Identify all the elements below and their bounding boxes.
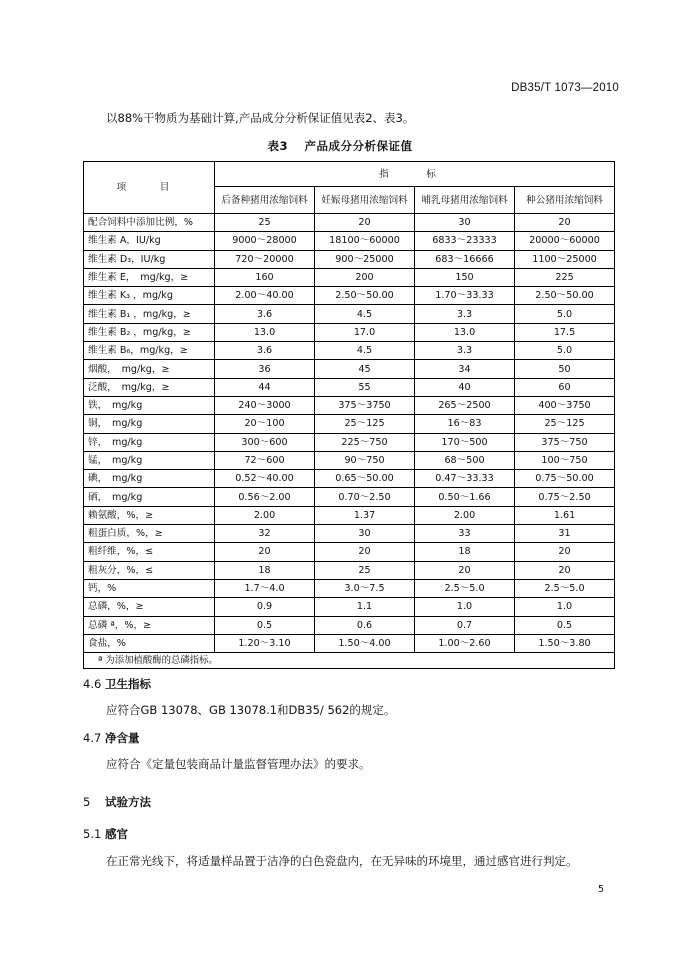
row-value-cell: 60 [515,378,615,396]
row-value-cell: 300～600 [215,433,315,451]
row-value-cell: 160 [215,268,315,286]
row-value-cell: 0.52～40.00 [215,470,315,488]
row-value-cell: 25 [215,214,315,232]
row-value-cell: 1.7～4.0 [215,579,315,597]
row-value-cell: 400～3750 [515,396,615,414]
row-value-cell: 31 [515,525,615,543]
table-row [84,451,615,469]
header-col-lactating-sow: 哺乳母猪用浓缩饲料 [415,187,515,214]
row-value-cell: 5.0 [515,305,615,323]
row-value-cell: 265～2500 [415,396,515,414]
table-row [84,323,615,341]
table-row [84,634,615,652]
section-number: 5 [83,795,91,809]
row-item-label: 维生素 B₁ ，mg/kg，≥ [84,305,215,323]
row-value-cell: 0.6 [315,616,415,634]
table-row [84,342,615,360]
row-value-cell: 68～500 [415,451,515,469]
row-value-cell: 30 [315,525,415,543]
table-row [84,433,615,451]
row-value-cell: 150 [415,268,515,286]
row-value-cell: 13.0 [215,323,315,341]
row-item-label: 钙，% [84,579,215,597]
row-item-label: 铜， mg/kg [84,415,215,433]
row-value-cell: 20 [215,543,315,561]
row-item-label: 粗蛋白质，%，≥ [84,525,215,543]
row-value-cell: 0.47～33.33 [415,470,515,488]
table-title: 表3 产品成分分析保证值 [267,139,413,153]
row-item-label: 赖氨酸，%，≥ [84,506,215,524]
section-4-7-heading [83,730,140,746]
table-row [84,214,615,232]
row-value-cell: 20～100 [215,415,315,433]
row-value-cell: 32 [215,525,315,543]
row-value-cell: 9000～28000 [215,232,315,250]
product-analysis-table-container [83,161,614,669]
row-value-cell: 3.3 [415,305,515,323]
row-value-cell: 20000～60000 [515,232,615,250]
row-value-cell: 20 [515,214,615,232]
row-item-label: 烟酸， mg/kg，≥ [84,360,215,378]
row-value-cell: 25～125 [515,415,615,433]
row-value-cell: 0.65～50.00 [315,470,415,488]
section-number: 4.7 [83,731,102,745]
row-value-cell: 20 [315,543,415,561]
header-col-reserve-pig: 后备种猪用浓缩饲料 [215,187,315,214]
row-value-cell: 0.5 [215,616,315,634]
row-value-cell: 2.5～5.0 [515,579,615,597]
row-value-cell: 18 [415,543,515,561]
row-value-cell: 1.61 [515,506,615,524]
row-item-label: 碘， mg/kg [84,470,215,488]
row-value-cell: 0.75～50.00 [515,470,615,488]
intro-paragraph: 以88%干物质为基础计算,产品成分分析保证值见表2、表3。 [106,111,415,125]
row-value-cell: 1.00～2.60 [415,634,515,652]
row-value-cell: 375～750 [515,433,615,451]
section-5-1-heading [83,826,128,842]
row-value-cell: 225 [515,268,615,286]
table-row [84,396,615,414]
row-value-cell: 2.00～40.00 [215,287,315,305]
row-value-cell: 30 [415,214,515,232]
row-value-cell: 25～125 [315,415,415,433]
row-value-cell: 170～500 [415,433,515,451]
section-title: 净含量 [105,731,140,745]
row-value-cell: 225～750 [315,433,415,451]
section-title: 感官 [105,827,128,841]
row-item-label: 维生素 B₆，mg/kg，≥ [84,342,215,360]
row-value-cell: 36 [215,360,315,378]
row-value-cell: 0.70～2.50 [315,488,415,506]
row-value-cell: 200 [315,268,415,286]
row-value-cell: 240～3000 [215,396,315,414]
document-code: DB35/T 1073—2010 [511,82,619,94]
row-value-cell: 1.50～4.00 [315,634,415,652]
row-value-cell: 1.50～3.80 [515,634,615,652]
row-value-cell: 2.00 [215,506,315,524]
row-item-label: 维生素 A，IU/kg [84,232,215,250]
row-value-cell: 1.1 [315,598,415,616]
row-value-cell: 17.5 [515,323,615,341]
row-value-cell: 33 [415,525,515,543]
row-value-cell: 3.6 [215,342,315,360]
row-value-cell: 4.5 [315,305,415,323]
row-value-cell: 3.6 [215,305,315,323]
table-row [84,378,615,396]
row-value-cell: 1.37 [315,506,415,524]
row-value-cell: 25 [315,561,415,579]
row-item-label: 粗灰分，%，≤ [84,561,215,579]
row-value-cell: 17.0 [315,323,415,341]
section-5-1-text: 在正常光线下，将适量样品置于洁净的白色瓷盘内，在无异味的环境里，通过感官进行判定。 [106,854,578,868]
table-row [84,250,615,268]
row-value-cell: 900～25000 [315,250,415,268]
row-value-cell: 1.70～33.33 [415,287,515,305]
row-item-label: 食盐，% [84,634,215,652]
header-item: 项 目 [84,162,215,214]
row-value-cell: 3.3 [415,342,515,360]
row-value-cell: 0.5 [515,616,615,634]
table-row [84,543,615,561]
row-value-cell: 0.75～2.50 [515,488,615,506]
table-row [84,415,615,433]
row-value-cell: 2.50～50.00 [315,287,415,305]
section-5-heading [83,794,151,810]
row-value-cell: 0.9 [215,598,315,616]
row-value-cell: 34 [415,360,515,378]
header-col-boar: 种公猪用浓缩饲料 [515,187,615,214]
row-item-label: 维生素 B₂ ，mg/kg，≥ [84,323,215,341]
row-value-cell: 1.20～3.10 [215,634,315,652]
row-value-cell: 13.0 [415,323,515,341]
row-value-cell: 20 [515,543,615,561]
row-value-cell: 16～83 [415,415,515,433]
section-4-7-text: 应符合《定量包装商品计量监督管理办法》的要求。 [106,757,371,771]
row-value-cell: 2.00 [415,506,515,524]
header-col-pregnant-sow: 妊娠母猪用浓缩饲料 [315,187,415,214]
row-value-cell: 100～750 [515,451,615,469]
row-item-label: 配合饲料中添加比例，% [84,214,215,232]
row-value-cell: 0.7 [415,616,515,634]
row-item-label: 锰， mg/kg [84,451,215,469]
row-value-cell: 20 [315,214,415,232]
row-value-cell: 72～600 [215,451,315,469]
table-row [84,488,615,506]
header-indicator: 指 标 [215,162,615,187]
row-item-label: 维生素 D₃，IU/kg [84,250,215,268]
row-value-cell: 6833～23333 [415,232,515,250]
table-row [84,470,615,488]
row-item-label: 泛酸， mg/kg，≥ [84,378,215,396]
row-value-cell: 5.0 [515,342,615,360]
row-value-cell: 2.5～5.0 [415,579,515,597]
table-row [84,525,615,543]
row-value-cell: 45 [315,360,415,378]
row-item-label: 维生素 K₃ ，mg/kg [84,287,215,305]
section-title: 卫生指标 [105,677,151,691]
row-value-cell: 18100～60000 [315,232,415,250]
row-value-cell: 375～3750 [315,396,415,414]
table-row [84,232,615,250]
row-item-label: 维生素 E， mg/kg，≥ [84,268,215,286]
row-value-cell: 1.0 [515,598,615,616]
table-row [84,305,615,323]
row-value-cell: 18 [215,561,315,579]
row-value-cell: 20 [415,561,515,579]
section-4-6-heading [83,676,151,692]
table-row [84,268,615,286]
table-row [84,616,615,634]
section-number: 5.1 [83,827,102,841]
table-row [84,287,615,305]
table-row [84,598,615,616]
row-item-label: 总磷 ª，%，≥ [84,616,215,634]
table-body [84,214,615,653]
row-item-label: 硒， mg/kg [84,488,215,506]
row-value-cell: 90～750 [315,451,415,469]
row-item-label: 铁， mg/kg [84,396,215,414]
row-value-cell: 40 [415,378,515,396]
row-value-cell: 2.50～50.00 [515,287,615,305]
table-row [84,561,615,579]
row-value-cell: 3.0～7.5 [315,579,415,597]
section-number: 4.6 [83,677,102,691]
row-value-cell: 50 [515,360,615,378]
row-value-cell: 44 [215,378,315,396]
row-value-cell: 683～16666 [415,250,515,268]
row-value-cell: 55 [315,378,415,396]
row-item-label: 粗纤维，%，≤ [84,543,215,561]
row-value-cell: 20 [515,561,615,579]
table-row [84,506,615,524]
table-row [84,360,615,378]
row-value-cell: 0.50～1.66 [415,488,515,506]
row-item-label: 总磷，%，≥ [84,598,215,616]
row-value-cell: 4.5 [315,342,415,360]
section-4-6-text: 应符合GB 13078、GB 13078.1和DB35/ 562的规定。 [106,703,396,717]
row-value-cell: 0.56～2.00 [215,488,315,506]
row-value-cell: 720～20000 [215,250,315,268]
table-footnote: ª 为添加植酸酶的总磷指标。 [84,653,615,669]
page-number: 5 [597,884,604,895]
table-row [84,579,615,597]
section-title: 试验方法 [105,795,151,809]
row-value-cell: 1.0 [415,598,515,616]
product-analysis-table [83,161,615,669]
row-value-cell: 1100～25000 [515,250,615,268]
row-item-label: 锌， mg/kg [84,433,215,451]
